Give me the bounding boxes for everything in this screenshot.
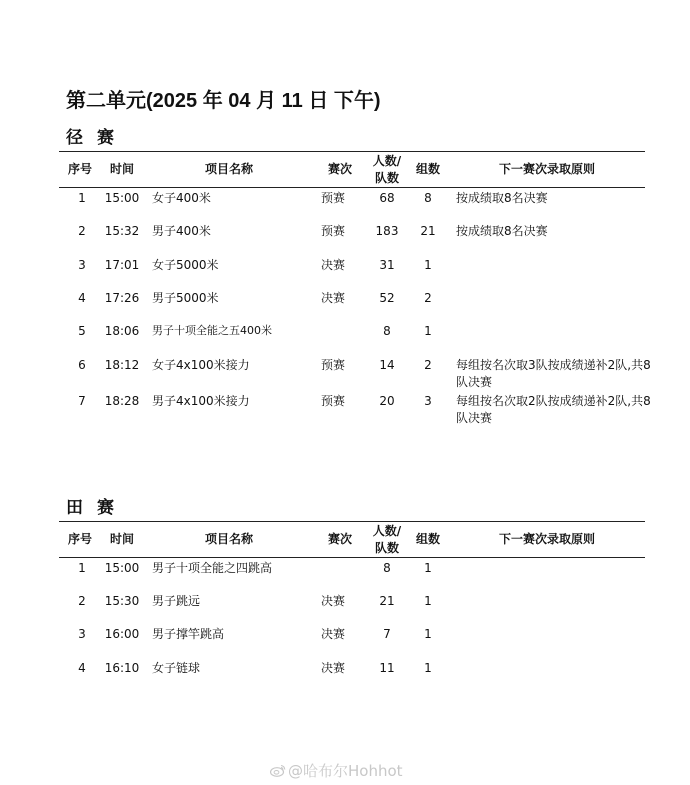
row-rule: 每组按名次取3队按成绩递补2队,共8队决赛 [456,358,651,389]
row-event: 男子400米 [152,224,211,238]
track-section-title: 径赛 [66,128,128,148]
row-count: 52 [379,291,395,305]
header-groups: 组数 [415,532,441,546]
row-round: 预赛 [320,224,346,238]
row-groups: 1 [424,561,432,575]
row-time: 18:12 [104,358,140,372]
row-round: 决赛 [320,258,346,272]
row-groups: 1 [424,324,432,338]
row-groups: 1 [424,627,432,641]
track-table-header-rule [59,187,645,188]
row-no: 6 [78,358,86,372]
row-rule: 按成绩取8名决赛 [456,191,548,205]
row-no: 5 [78,324,86,338]
row-round: 决赛 [320,291,346,305]
row-count: 11 [379,661,395,675]
row-round: 决赛 [320,627,346,641]
row-no: 1 [78,191,86,205]
row-no: 2 [78,224,86,238]
row-groups: 8 [424,191,432,205]
row-round: 决赛 [320,661,346,675]
row-count: 8 [383,561,391,575]
row-time: 15:30 [104,594,140,608]
row-event: 女子400米 [152,191,211,205]
row-count: 8 [383,324,391,338]
row-no: 2 [78,594,86,608]
row-groups: 1 [424,258,432,272]
row-event: 女子4x100米接力 [152,358,250,372]
track-table-top-rule [59,151,645,152]
row-groups: 21 [420,224,436,238]
row-rule: 按成绩取8名决赛 [456,224,548,238]
row-event: 男子撑竿跳高 [152,627,225,641]
header-count-line1: 人数/ [372,154,402,168]
header-round: 赛次 [327,532,353,546]
row-time: 18:28 [104,394,140,408]
header-count-line2: 队数 [374,541,400,555]
row-count: 20 [379,394,395,408]
row-no: 4 [78,291,86,305]
header-rule: 下一赛次录取原则 [498,162,596,176]
row-event: 女子链球 [152,661,201,675]
row-no: 4 [78,661,86,675]
header-round: 赛次 [327,162,353,176]
row-event: 男子十项全能之五400米 [152,324,272,337]
row-count: 14 [379,358,395,372]
header-event: 项目名称 [204,162,254,176]
row-round: 预赛 [320,394,346,408]
header-time: 时间 [109,162,135,176]
row-no: 1 [78,561,86,575]
row-round: 预赛 [320,358,346,372]
header-groups: 组数 [415,162,441,176]
row-time: 18:06 [104,324,140,338]
row-event: 男子跳远 [152,594,201,608]
row-count: 31 [379,258,395,272]
row-time: 16:00 [104,627,140,641]
row-event: 男子5000米 [152,291,219,305]
row-time: 17:26 [104,291,140,305]
row-no: 3 [78,258,86,272]
row-time: 15:32 [104,224,140,238]
row-groups: 1 [424,594,432,608]
header-time: 时间 [109,532,135,546]
header-no: 序号 [67,532,93,546]
row-no: 7 [78,394,86,408]
field-section-title: 田赛 [66,498,128,518]
row-event: 女子5000米 [152,258,219,272]
header-no: 序号 [67,162,93,176]
row-rule: 每组按名次取2队按成绩递补2队,共8队决赛 [456,394,651,425]
row-groups: 3 [424,394,432,408]
field-table-top-rule [59,521,645,522]
row-groups: 1 [424,661,432,675]
row-time: 17:01 [104,258,140,272]
row-event: 男子十项全能之四跳高 [152,561,273,575]
header-event: 项目名称 [204,532,254,546]
page-title: 第二单元(2025 年 04 月 11 日 下午) [66,90,381,112]
row-no: 3 [78,627,86,641]
row-groups: 2 [424,358,432,372]
row-time: 15:00 [104,561,140,575]
header-count-line1: 人数/ [372,524,402,538]
row-time: 16:10 [104,661,140,675]
row-groups: 2 [424,291,432,305]
header-count-line2: 队数 [374,171,400,185]
row-event: 男子4x100米接力 [152,394,250,408]
watermark-text: @哈布尔Hohhot [288,762,403,780]
weibo-logo-icon [270,764,286,777]
header-rule: 下一赛次录取原则 [498,532,596,546]
row-time: 15:00 [104,191,140,205]
row-round: 预赛 [320,191,346,205]
row-count: 68 [379,191,395,205]
row-count: 7 [383,627,391,641]
row-count: 21 [379,594,395,608]
row-count: 183 [375,224,399,238]
watermark [270,760,403,781]
row-round: 决赛 [320,594,346,608]
field-table-header-rule [59,557,645,558]
